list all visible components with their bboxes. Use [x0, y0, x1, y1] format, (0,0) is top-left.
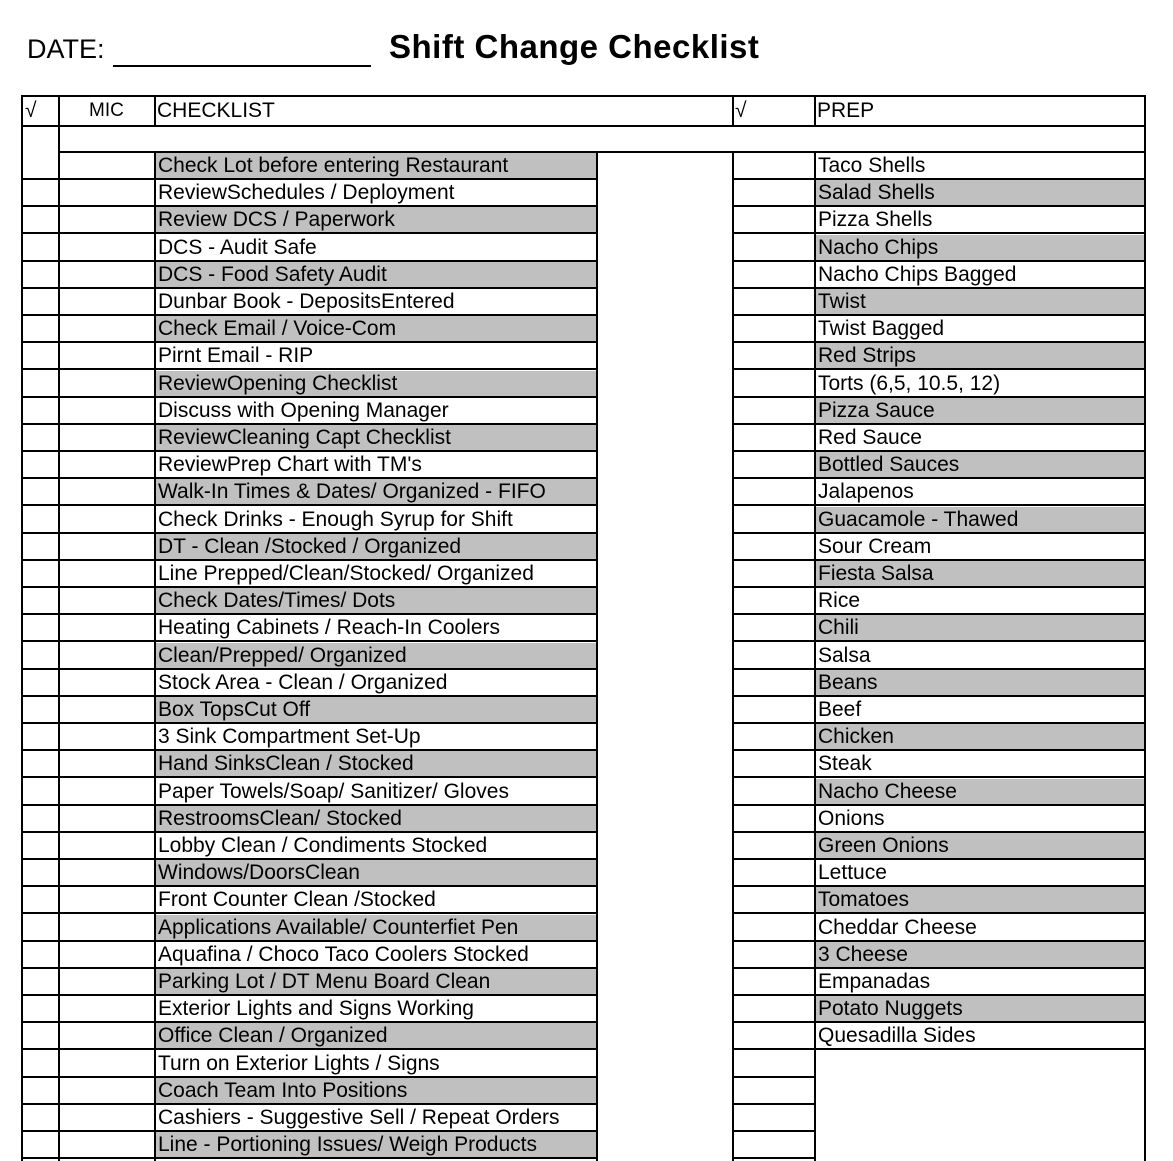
check-box-left[interactable]	[23, 235, 58, 260]
prep-row-line	[816, 232, 1146, 234]
check-box-right[interactable]	[734, 534, 814, 559]
checklist-item: Front Counter Clean /Stocked	[158, 888, 436, 911]
check-box-left[interactable]	[23, 779, 58, 804]
checklist-item: Cashiers - Suggestive Sell / Repeat Orders	[158, 1106, 560, 1129]
mic-cell[interactable]	[60, 969, 154, 994]
checklist-item: Review DCS / Paperwork	[156, 207, 596, 232]
checklist-row-line	[156, 1157, 596, 1159]
mic-cell[interactable]	[60, 588, 154, 613]
checklist-item: Walk-In Times & Dates/ Organized - FIFO	[156, 479, 596, 504]
check-box-right[interactable]	[734, 343, 814, 368]
table-row	[21, 180, 1146, 207]
check-box-right[interactable]	[734, 942, 814, 967]
check-box-right[interactable]	[734, 1078, 814, 1103]
check-box-right[interactable]	[734, 697, 814, 722]
prep-row-line	[816, 1048, 1146, 1050]
table-row	[21, 1023, 1146, 1050]
right-check-row-line	[732, 232, 816, 234]
prep-row-line	[816, 504, 1146, 506]
mic-cell[interactable]	[60, 1023, 154, 1048]
checklist-row-line	[156, 368, 596, 370]
prep-item: 3 Cheese	[816, 942, 1144, 967]
prep-item: Red Sauce	[818, 426, 922, 449]
checklist-item: Check Drinks - Enough Syrup for Shift	[158, 508, 513, 531]
check-box-right[interactable]	[734, 969, 814, 994]
check-box-left[interactable]	[23, 643, 58, 668]
table-row	[21, 670, 1146, 697]
table-row	[21, 452, 1146, 479]
checklist-item: Office Clean / Organized	[156, 1023, 596, 1048]
left-row-line	[21, 912, 156, 914]
table-row	[21, 425, 1146, 452]
mic-cell[interactable]	[60, 887, 154, 912]
checklist-row-line	[156, 912, 596, 914]
check-box-right[interactable]	[734, 235, 814, 260]
right-check-row-line	[732, 640, 816, 642]
header-check-right: √	[735, 99, 747, 122]
check-box-right[interactable]	[734, 153, 814, 178]
mic-cell[interactable]	[60, 371, 154, 396]
left-row-line	[21, 1048, 156, 1050]
mic-cell[interactable]	[60, 615, 154, 640]
table-row	[21, 507, 1146, 534]
mic-cell[interactable]	[60, 180, 154, 205]
checklist-row-line	[156, 1048, 596, 1050]
mic-cell[interactable]	[60, 425, 154, 450]
check-box-left[interactable]	[23, 262, 58, 287]
table-row	[21, 779, 1146, 806]
check-box-right[interactable]	[734, 262, 814, 287]
checklist-item: Clean/Prepped/ Organized	[156, 643, 596, 668]
checklist-item: Applications Available/ Counterfiet Pen	[156, 915, 596, 940]
table-row	[21, 969, 1146, 996]
prep-row-line	[816, 776, 1146, 778]
prep-item: Pizza Shells	[818, 208, 933, 231]
check-box-left[interactable]	[23, 1105, 58, 1130]
date-field[interactable]	[113, 65, 371, 67]
check-box-right[interactable]	[734, 779, 814, 804]
check-box-right[interactable]	[734, 316, 814, 341]
prep-item: Twist Bagged	[818, 317, 945, 340]
table-row	[21, 235, 1146, 262]
mic-cell[interactable]	[60, 398, 154, 423]
table-row	[21, 398, 1146, 425]
check-box-right[interactable]	[734, 833, 814, 858]
prep-item: Tomatoes	[816, 887, 1144, 912]
page-header	[0, 0, 1173, 95]
check-box-left[interactable]	[23, 751, 58, 776]
check-box-right[interactable]	[734, 425, 814, 450]
check-box-left[interactable]	[23, 1051, 58, 1076]
check-box-right[interactable]	[734, 289, 814, 314]
checklist-item: Dunbar Book - DepositsEntered	[158, 290, 455, 313]
check-box-left[interactable]	[23, 806, 58, 831]
table-row	[21, 806, 1146, 833]
mic-cell[interactable]	[60, 561, 154, 586]
check-box-right[interactable]	[734, 724, 814, 749]
right-check-row-line	[732, 912, 816, 914]
mic-cell[interactable]	[60, 996, 154, 1021]
prep-item: Beef	[818, 698, 862, 721]
check-box-right[interactable]	[734, 371, 814, 396]
mic-cell[interactable]	[60, 534, 154, 559]
check-box-left[interactable]	[23, 507, 58, 532]
mic-cell[interactable]	[60, 724, 154, 749]
checklist-item: Parking Lot / DT Menu Board Clean	[156, 969, 596, 994]
check-box-left[interactable]	[23, 615, 58, 640]
prep-item: Lettuce	[818, 861, 887, 884]
check-box-left[interactable]	[23, 833, 58, 858]
right-check-row-line	[732, 776, 816, 778]
table-row	[21, 479, 1146, 506]
checklist-item: Paper Towels/Soap/ Sanitizer/ Gloves	[158, 780, 509, 803]
check-box-left[interactable]	[23, 425, 58, 450]
table-row	[21, 860, 1146, 887]
checklist-item: Turn on Exterior Lights / Signs	[158, 1052, 440, 1075]
column-divider-mic-header	[58, 95, 60, 125]
check-box-left[interactable]	[23, 724, 58, 749]
table-row	[21, 1051, 1146, 1078]
prep-item: Steak	[818, 752, 872, 775]
check-box-left[interactable]	[23, 1078, 58, 1103]
mic-cell[interactable]	[60, 860, 154, 885]
prep-item: Nacho Chips	[816, 235, 1144, 260]
prep-item: Empanadas	[818, 970, 931, 993]
check-box-left[interactable]	[23, 153, 58, 178]
table-row	[21, 697, 1146, 724]
check-box-left[interactable]	[23, 180, 58, 205]
table-row	[21, 751, 1146, 778]
check-box-right[interactable]	[734, 615, 814, 640]
check-box-left[interactable]	[23, 479, 58, 504]
prep-item: Beans	[816, 670, 1144, 695]
table-row	[21, 1078, 1146, 1105]
right-check-row-line	[732, 1157, 816, 1159]
mic-cell[interactable]	[60, 343, 154, 368]
left-row-line	[21, 776, 156, 778]
check-box-left[interactable]	[23, 534, 58, 559]
header-checklist: CHECKLIST	[157, 99, 275, 122]
checklist-item: ReviewSchedules / Deployment	[158, 181, 455, 204]
checklist-item: Check Lot before entering Restaurant	[156, 153, 596, 178]
checklist-item: DCS - Audit Safe	[158, 236, 317, 259]
prep-item: Torts (6,5, 10.5, 12)	[818, 372, 1001, 395]
checklist-item: ReviewOpening Checklist	[156, 371, 596, 396]
left-row-line	[21, 504, 156, 506]
check-box-left[interactable]	[23, 670, 58, 695]
mic-cell[interactable]	[60, 697, 154, 722]
check-box-right[interactable]	[734, 996, 814, 1021]
prep-item: Cheddar Cheese	[818, 916, 977, 939]
checklist-table	[21, 95, 1146, 1161]
checklist-row-line	[156, 232, 596, 234]
prep-item: Guacamole - Thawed	[816, 507, 1144, 532]
table-row	[21, 1132, 1146, 1159]
checklist-item: Coach Team Into Positions	[156, 1078, 596, 1103]
prep-item: Chicken	[816, 724, 1144, 749]
prep-item: Bottled Sauces	[816, 452, 1144, 477]
left-row-line	[21, 232, 156, 234]
check-box-right[interactable]	[734, 1023, 814, 1048]
checklist-item: Pirnt Email - RIP	[158, 344, 314, 367]
prep-item: Potato Nuggets	[816, 996, 1144, 1021]
checklist-item: RestroomsClean/ Stocked	[156, 806, 596, 831]
table-row	[21, 724, 1146, 751]
check-box-right[interactable]	[734, 507, 814, 532]
header-separator	[21, 125, 1146, 127]
check-box-right[interactable]	[734, 452, 814, 477]
checklist-item: Check Dates/Times/ Dots	[156, 588, 596, 613]
prep-item: Onions	[818, 807, 885, 830]
mic-cell[interactable]	[60, 643, 154, 668]
check-box-left[interactable]	[23, 996, 58, 1021]
right-check-row-line	[732, 368, 816, 370]
checklist-item: Check Email / Voice-Com	[156, 316, 596, 341]
check-box-right[interactable]	[734, 643, 814, 668]
checklist-item: ReviewCleaning Capt Checklist	[156, 425, 596, 450]
table-row	[21, 289, 1146, 316]
prep-item: Green Onions	[816, 833, 1144, 858]
check-box-left[interactable]	[23, 887, 58, 912]
checklist-item: Aquafina / Choco Taco Coolers Stocked	[158, 943, 529, 966]
prep-item: Twist	[816, 289, 1144, 314]
check-box-left[interactable]	[23, 860, 58, 885]
table-row	[21, 833, 1146, 860]
mic-cell[interactable]	[60, 1078, 154, 1103]
check-box-left[interactable]	[23, 343, 58, 368]
check-box-right[interactable]	[734, 1051, 814, 1076]
prep-item: Quesadilla Sides	[818, 1024, 976, 1047]
prep-item: Salad Shells	[816, 180, 1144, 205]
mic-cell[interactable]	[60, 806, 154, 831]
check-box-right[interactable]	[734, 398, 814, 423]
checklist-item: Hand SinksClean / Stocked	[156, 751, 596, 776]
prep-item: Taco Shells	[818, 154, 926, 177]
checklist-item: Box TopsCut Off	[156, 697, 596, 722]
prep-row-line	[816, 912, 1146, 914]
checklist-item: Stock Area - Clean / Organized	[158, 671, 448, 694]
table-row	[21, 207, 1146, 234]
left-row-line	[21, 640, 156, 642]
mic-cell[interactable]	[60, 915, 154, 940]
check-box-right[interactable]	[734, 207, 814, 232]
check-box-right[interactable]	[734, 751, 814, 776]
table-row	[21, 153, 1146, 180]
check-box-right[interactable]	[734, 180, 814, 205]
check-box-left[interactable]	[23, 915, 58, 940]
checklist-item: ReviewPrep Chart with TM's	[158, 453, 422, 476]
mic-cell[interactable]	[60, 479, 154, 504]
table-row	[21, 887, 1146, 914]
left-row-line	[21, 368, 156, 370]
check-box-left[interactable]	[23, 371, 58, 396]
mic-cell[interactable]	[60, 1132, 154, 1157]
check-box-right[interactable]	[734, 1105, 814, 1130]
prep-item: Pizza Sauce	[816, 398, 1144, 423]
mic-cell[interactable]	[60, 833, 154, 858]
left-row-line	[21, 1157, 156, 1159]
mic-cell[interactable]	[60, 751, 154, 776]
prep-item: Jalapenos	[818, 480, 914, 503]
check-box-left[interactable]	[23, 1132, 58, 1157]
mic-cell[interactable]	[60, 316, 154, 341]
right-check-row-line	[732, 1048, 816, 1050]
check-box-right[interactable]	[734, 670, 814, 695]
check-box-right[interactable]	[734, 860, 814, 885]
table-row	[21, 588, 1146, 615]
table-row	[21, 643, 1146, 670]
checklist-item: Discuss with Opening Manager	[158, 399, 449, 422]
table-row	[21, 1105, 1146, 1132]
prep-item: Nacho Cheese	[816, 779, 1144, 804]
check-box-left[interactable]	[23, 942, 58, 967]
checklist-item: Line Prepped/Clean/Stocked/ Organized	[158, 562, 534, 585]
table-row	[21, 534, 1146, 561]
checklist-row-line	[156, 504, 596, 506]
table-row	[21, 316, 1146, 343]
header-prep: PREP	[817, 99, 875, 122]
mic-cell[interactable]	[60, 942, 154, 967]
checklist-row-line	[156, 640, 596, 642]
check-box-left[interactable]	[23, 398, 58, 423]
check-box-left[interactable]	[23, 561, 58, 586]
date-label: DATE:	[27, 34, 105, 64]
column-divider-checklist-header	[154, 95, 156, 125]
prep-item: Fiesta Salsa	[816, 561, 1144, 586]
mic-cell[interactable]	[60, 1105, 154, 1130]
check-box-left[interactable]	[23, 969, 58, 994]
prep-row-line	[816, 640, 1146, 642]
checklist-item: DT - Clean /Stocked / Organized	[156, 534, 596, 559]
prep-row-line	[816, 368, 1146, 370]
prep-item: Salsa	[818, 644, 871, 667]
mic-cell[interactable]	[60, 153, 154, 178]
checklist-item: Exterior Lights and Signs Working	[158, 997, 474, 1020]
table-row	[21, 996, 1146, 1023]
check-box-left[interactable]	[23, 588, 58, 613]
prep-item: Red Strips	[816, 343, 1144, 368]
check-box-left[interactable]	[23, 452, 58, 477]
table-row	[21, 343, 1146, 370]
header-check-left: √	[25, 99, 37, 122]
table-row	[21, 942, 1146, 969]
checklist-item: DCS - Food Safety Audit	[156, 262, 596, 287]
mic-cell[interactable]	[60, 1051, 154, 1076]
mic-cell[interactable]	[60, 235, 154, 260]
prep-item: Rice	[818, 589, 861, 612]
check-box-right[interactable]	[734, 806, 814, 831]
check-box-right[interactable]	[734, 588, 814, 613]
prep-item: Chili	[816, 615, 1144, 640]
checklist-item: Line - Portioning Issues/ Weigh Products	[156, 1132, 596, 1157]
header-mic: MIC	[89, 100, 124, 121]
table-row	[21, 615, 1146, 642]
column-divider-check-right-header	[732, 95, 734, 125]
checklist-item: Lobby Clean / Condiments Stocked	[158, 834, 488, 857]
table-row	[21, 915, 1146, 942]
mic-cell[interactable]	[60, 452, 154, 477]
right-check-row-line	[732, 504, 816, 506]
mic-cell[interactable]	[60, 779, 154, 804]
check-box-left[interactable]	[23, 316, 58, 341]
mic-cell[interactable]	[60, 207, 154, 232]
check-box-right[interactable]	[734, 887, 814, 912]
prep-item: Nacho Chips Bagged	[818, 263, 1017, 286]
column-divider-prep-header	[814, 95, 816, 125]
check-box-right[interactable]	[734, 479, 814, 504]
checklist-item: Windows/DoorsClean	[156, 860, 596, 885]
prep-item: Sour Cream	[818, 535, 932, 558]
check-box-left[interactable]	[23, 207, 58, 232]
checklist-item: Heating Cabinets / Reach-In Coolers	[158, 616, 501, 639]
check-box-left[interactable]	[23, 1023, 58, 1048]
check-box-left[interactable]	[23, 289, 58, 314]
table-row	[21, 561, 1146, 588]
check-box-right[interactable]	[734, 561, 814, 586]
check-box-left[interactable]	[23, 697, 58, 722]
table-row	[21, 262, 1146, 289]
check-box-right[interactable]	[734, 915, 814, 940]
page-title: Shift Change Checklist	[389, 28, 760, 65]
table-row	[21, 371, 1146, 398]
checklist-row-line	[156, 776, 596, 778]
mic-cell[interactable]	[60, 289, 154, 314]
mic-cell[interactable]	[60, 262, 154, 287]
check-box-right[interactable]	[734, 1132, 814, 1157]
checklist-item: 3 Sink Compartment Set-Up	[158, 725, 421, 748]
mic-cell[interactable]	[60, 507, 154, 532]
mic-cell[interactable]	[60, 670, 154, 695]
